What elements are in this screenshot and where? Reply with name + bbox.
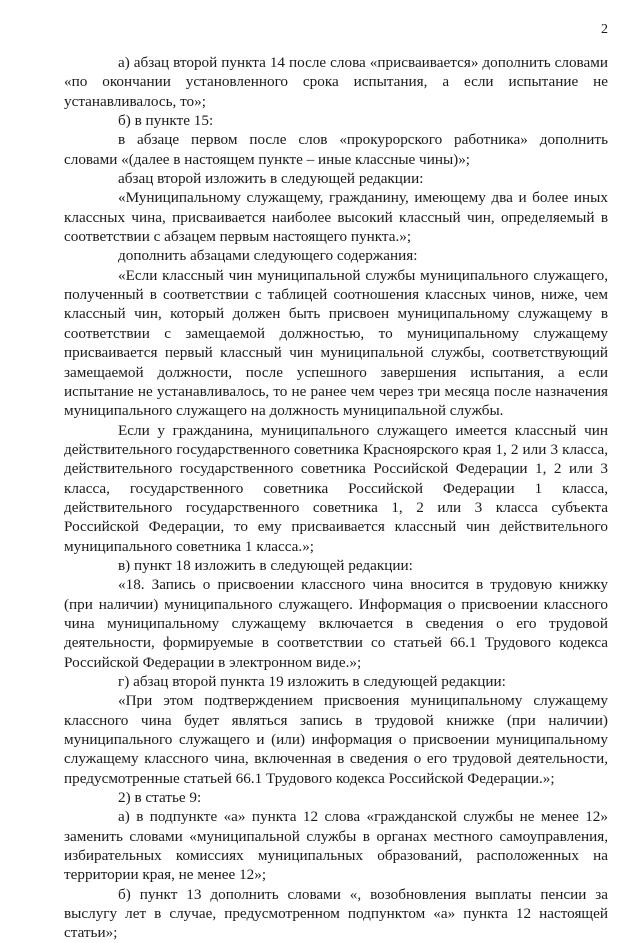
paragraph: дополнить абзацами следующего содержания: <box>118 247 418 265</box>
paragraph: б) пункт 13 дополнить словами «, возобновления выплаты пенсии за выслугу лет в случае, предусмотренном подпунктом «а» пункта 12 настоящей статьи»; <box>64 885 608 942</box>
paragraph: «При этом подтверждением присвоения муниципальному служащему классного чина будет являться запись в трудовой книжке (при наличии) муниципального служащего и (или) информация о присвоении муниципальному служащему классного чина, включенная в сведения о его трудовой деятельности, предусмотренные статьей 66.1 Трудового кодекса Российской Федерации.»; <box>64 692 608 787</box>
paragraph: а) в подпункте «а» пункта 12 слова «гражданской службы не менее 12» заменить словами «муниципальной службы в органах местного самоуправления, избирательных комиссиях муниципальных образований, расположенных на территории края, не менее 12»; <box>64 808 608 884</box>
paragraph: «Если классный чин муниципальной службы муниципального служащего, полученный в соответствии с таблицей соотношения классных чинов, ниже, чем классный чин, который должен быть присвоен муниципальному служащему в соответствии с замещаемой должностью, то муниципальному служащему присваивается первый классный чин муниципальной службы, соответствующий замещаемой должности, после успешного завершения испытания, а если испытание не устанавливалось, то не ранее чем через три месяца после назначения муниципального служащего на должность муниципальной службы. <box>64 266 608 420</box>
paragraph: «18. Запись о присвоении классного чина вносится в трудовую книжку (при наличии) муниципального служащего. Информация о присвоении классного чина муниципальному служащему включается в сведения о его трудовой деятельности, формируемые в соответствии со статьей 66.1 Трудового кодекса Российской Федерации в электронном виде.»; <box>64 576 608 671</box>
document-body <box>64 53 608 943</box>
paragraph: в) пункт 18 изложить в следующей редакции: <box>118 556 413 574</box>
paragraph: 2) в статье 9: <box>118 789 202 807</box>
paragraph: а) абзац второй пункта 14 после слова «присваивается» дополнить словами «по окончании установленного срока испытания, а если испытание не устанавливалось, то»; <box>64 54 608 110</box>
paragraph: в абзаце первом после слов «прокурорского работника» дополнить словами «(далее в настоящем пункте – иные классные чины)»; <box>64 131 608 168</box>
paragraph: б) в пункте 15: <box>118 112 214 130</box>
paragraph: абзац второй изложить в следующей редакции: <box>118 170 424 188</box>
paragraph: «Муниципальному служащему, гражданину, имеющему два и более иных классных чина, присваивается наиболее высокий классный чин, определяемый в соответствии с абзацем первым настоящего пункта.»; <box>64 189 608 246</box>
paragraph: г) абзац второй пункта 19 изложить в следующей редакции: <box>118 673 506 690</box>
page-number: 2 <box>601 22 608 37</box>
paragraph: Если у гражданина, муниципального служащего имеется классный чин действительного государственного советника Красноярского края 1, 2 или 3 класса, действительного государственного советника Российской Федерации 1, 2 или 3 класса, государственного советника Российской Федерации 1 класса, действительного государственного советника 1, 2 или 3 класса субъекта Российской Федерации, то ему присваивается классный чин действительного муниципального советника 1 класса.»; <box>64 421 608 555</box>
